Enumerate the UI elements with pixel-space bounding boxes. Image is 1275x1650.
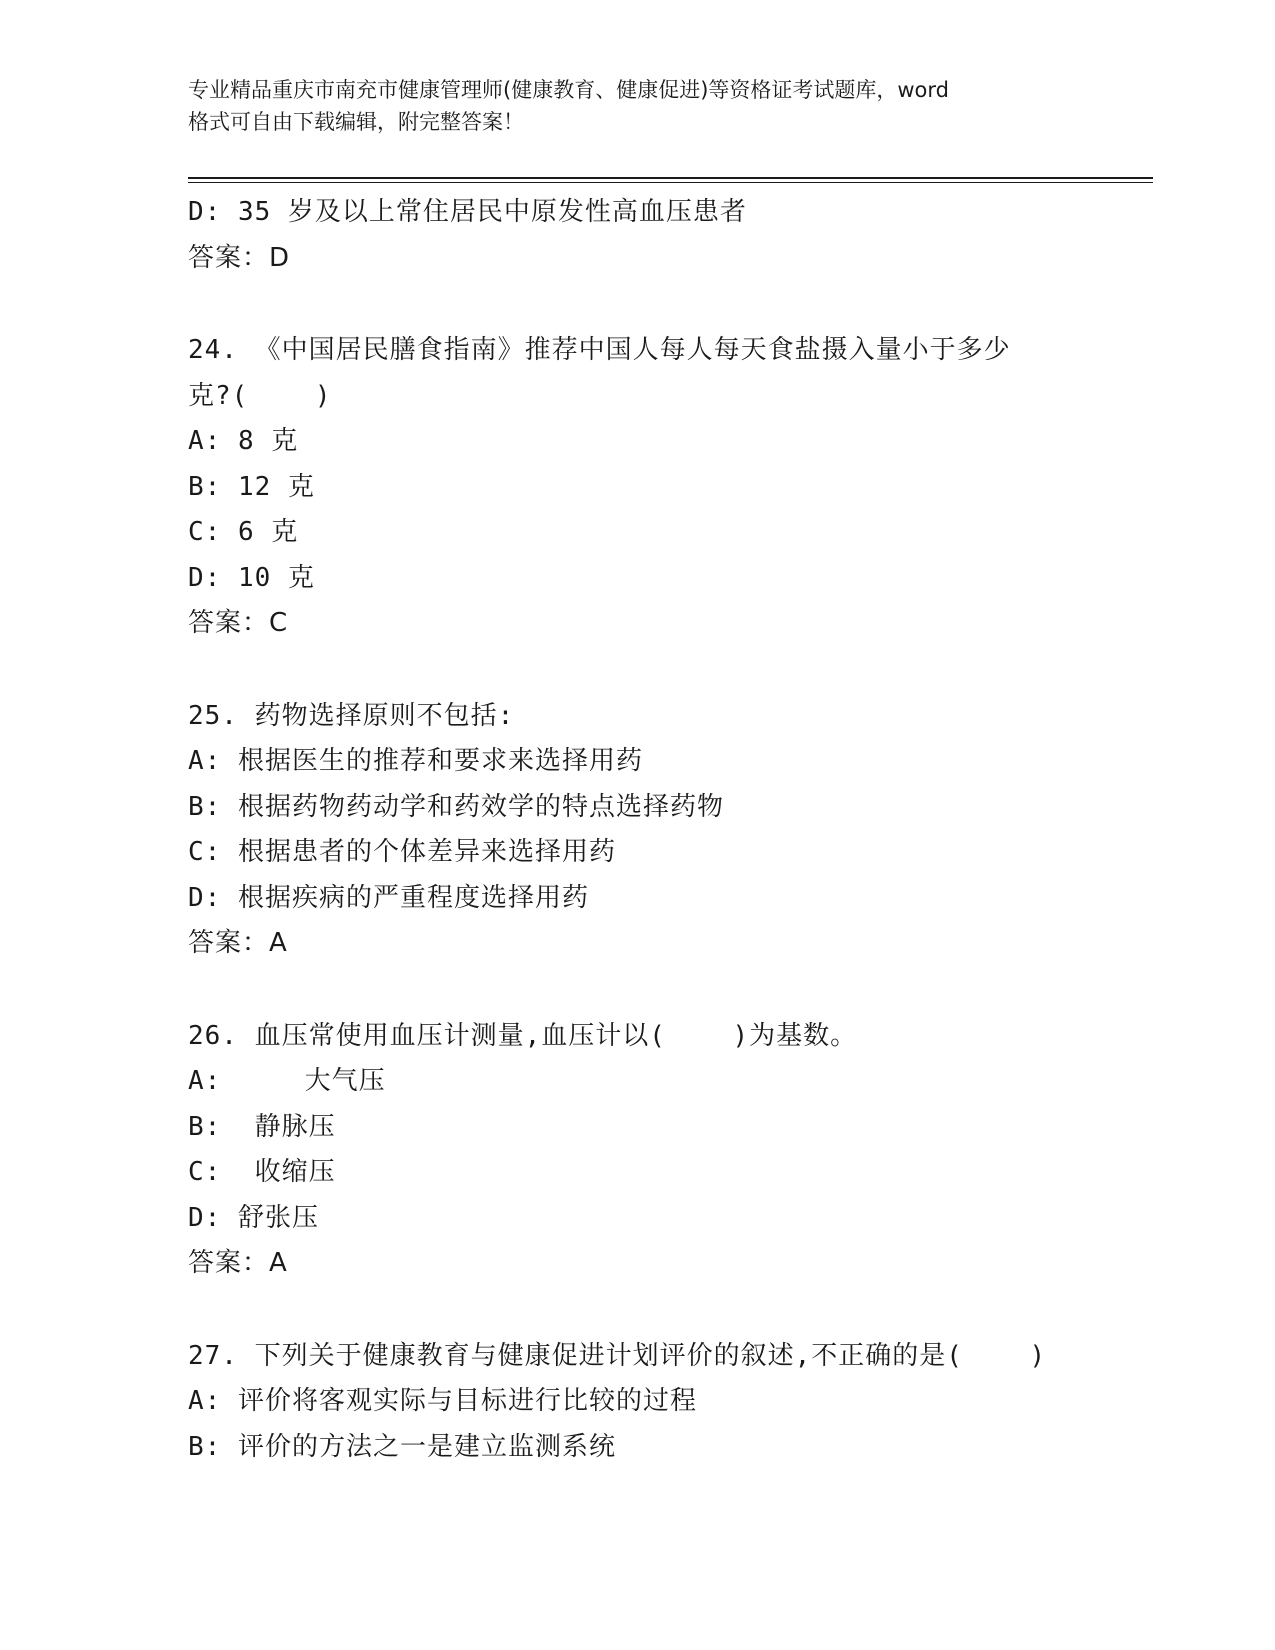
- header-rule-thick: [188, 177, 1153, 179]
- document-header: [188, 74, 1088, 138]
- question-26: [188, 1014, 1148, 1287]
- option-a: A: 评价将客观实际与目标进行比较的过程: [188, 1386, 697, 1416]
- question-stem: 25. 药物选择原则不包括:: [188, 700, 515, 731]
- option-c: C: 根据患者的个体差异来选择用药: [188, 837, 616, 867]
- spacer: [188, 967, 1148, 1014]
- spacer: [188, 1287, 1148, 1334]
- option-d: D: 10 克: [188, 562, 315, 593]
- answer-label: 答案：D: [188, 242, 291, 273]
- question-24: [188, 328, 1148, 647]
- question-27: [188, 1334, 1148, 1471]
- question-list: [188, 190, 1148, 1470]
- question-25: [188, 694, 1148, 967]
- spacer: [188, 281, 1148, 328]
- option-b: B: 12 克: [188, 471, 315, 502]
- option-b: B: 根据药物药动学和药效学的特点选择药物: [188, 791, 724, 822]
- header-line-2: 格式可自由下载编辑，附完整答案！: [188, 110, 524, 134]
- header-rule-thin: [188, 182, 1153, 183]
- spacer: [188, 647, 1148, 694]
- answer-label: 答案：C: [188, 608, 289, 638]
- answer-label: 答案：A: [188, 928, 288, 958]
- answer-label: 答案：A: [188, 1248, 288, 1278]
- question-23-tail: [188, 190, 1148, 281]
- option-b: B: 评价的方法之一是建立监测系统: [188, 1431, 616, 1462]
- option-d: D: 根据疾病的严重程度选择用药: [188, 882, 589, 913]
- option-a: A: 大气压: [188, 1066, 386, 1096]
- option-b: B: 静脉压: [188, 1111, 336, 1142]
- option-c: C: 6 克: [188, 517, 299, 547]
- option-a: A: 根据医生的推荐和要求来选择用药: [188, 746, 643, 776]
- option-d: D: 舒张压: [188, 1202, 319, 1233]
- question-stem: 27. 下列关于健康教育与健康促进计划评价的叙述,不正确的是( ): [188, 1340, 1047, 1371]
- option-a: A: 8 克: [188, 426, 299, 456]
- question-stem: 24. 《中国居民膳食指南》推荐中国人每人每天食盐摄入量小于多少: [188, 335, 1011, 365]
- question-stem: 26. 血压常使用血压计测量,血压计以( )为基数。: [188, 1020, 858, 1051]
- header-line-1: 专业精品重庆市南充市健康管理师(健康教育、健康促进)等资格证考试题库，word: [188, 78, 950, 102]
- option-c: C: 收缩压: [188, 1157, 336, 1187]
- option-d: D: 35 岁及以上常住居民中原发性高血压患者: [188, 197, 747, 227]
- question-stem-continued: 克?( ): [188, 380, 332, 411]
